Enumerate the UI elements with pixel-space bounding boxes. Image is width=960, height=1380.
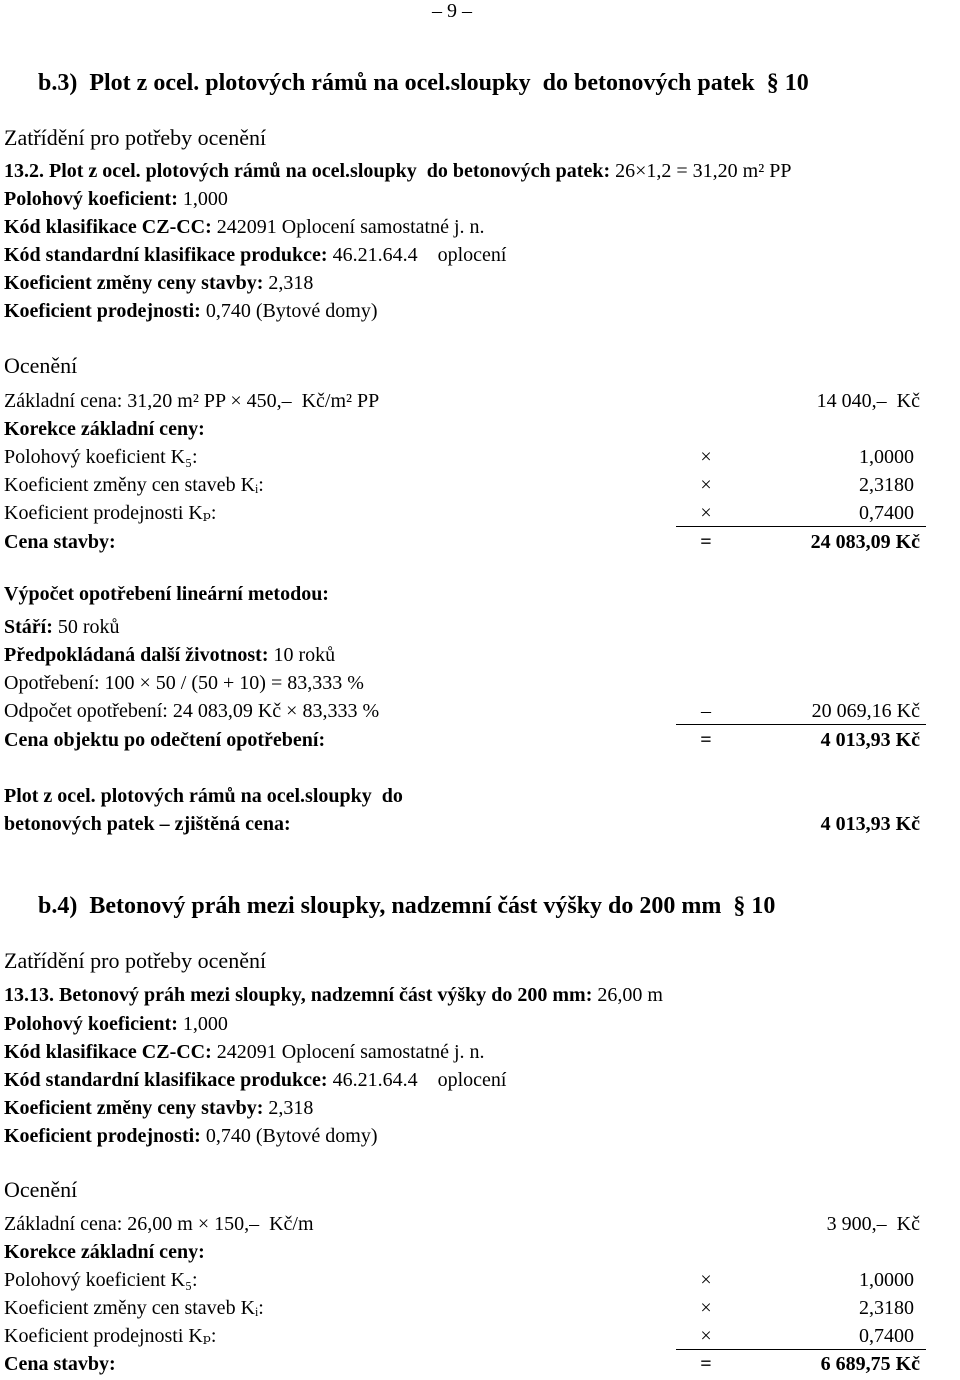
deduction-label: Odpočet opotřebení: 24 083,09 Kč × 83,333 %	[4, 700, 380, 722]
section-ref: § 10	[766, 70, 809, 96]
k5-value: 1,0000	[859, 446, 914, 468]
deduction-value: 20 069,16 Kč	[811, 700, 920, 722]
kso-line	[4, 244, 506, 266]
final-price-label-2: betonových patek – zjištěná cena:	[4, 813, 291, 835]
kso-line	[4, 1069, 506, 1091]
classification-title: Zatřídění pro potřeby ocenění	[4, 125, 267, 150]
position-coef-line	[4, 188, 228, 210]
wear-line: Opotřebení: 100 × 50 / (50 + 10) = 83,333 %	[4, 672, 364, 694]
classification-code: 13.13. Betonový práh mezi sloupky, nadzemní část výšky do 200 mm:	[4, 984, 593, 1006]
sales-coef-value: 0,740 (Bytové domy)	[200, 1125, 378, 1147]
multiply-sign: ×	[700, 1297, 712, 1319]
life-label: Předpokládaná další životnost:	[4, 644, 269, 666]
section-heading-text: b.4) Betonový práh mezi sloupky, nadzemní část výšky do 200 mm	[38, 893, 734, 919]
total-value: 6 689,75 Kč	[820, 1353, 920, 1375]
sum-divider	[676, 724, 926, 725]
section-ref: § 10	[733, 893, 776, 919]
equals-sign: =	[700, 1353, 712, 1375]
equals-sign: =	[700, 531, 712, 553]
price-change-label: Koeficient změny ceny stavby:	[4, 272, 264, 294]
age-value: 50 roků	[52, 616, 120, 638]
net-price-value: 4 013,93 Kč	[820, 729, 920, 751]
position-coef-label: Polohový koeficient:	[4, 1013, 178, 1035]
sales-coef-line	[4, 300, 377, 322]
final-price-label-1: Plot z ocel. plotových rámů na ocel.sloupky do	[4, 785, 403, 807]
total-value: 24 083,09 Kč	[810, 531, 920, 553]
section-heading	[38, 893, 775, 919]
section-heading-text: b.3) Plot z ocel. plotových rámů na ocel.sloupky do betonových patek	[38, 70, 767, 96]
classification-title: Zatřídění pro potřeby ocenění	[4, 948, 267, 973]
age-label: Stáří:	[4, 616, 53, 638]
czcc-line	[4, 216, 485, 238]
multiply-sign: ×	[700, 1325, 712, 1347]
multiply-sign: ×	[700, 446, 712, 468]
sales-coef-value: 0,740 (Bytové domy)	[200, 300, 378, 322]
price-change-value: 2,318	[263, 272, 314, 294]
net-price-label: Cena objektu po odečtení opotřebení:	[4, 729, 326, 751]
czcc-label: Kód klasifikace CZ-CC:	[4, 216, 212, 238]
kso-value: 46.21.64.4 oplocení	[327, 244, 507, 266]
kp-label: Koeficient prodejnosti Kₚ:	[4, 502, 217, 524]
k5-label: Polohový koeficient K₅:	[4, 446, 198, 468]
multiply-sign: ×	[700, 502, 712, 524]
depreciation-title: Výpočet opotřebení lineární metodou:	[4, 583, 329, 605]
total-label: Cena stavby:	[4, 531, 116, 553]
correction-title: Korekce základní ceny:	[4, 1241, 205, 1263]
kso-value: 46.21.64.4 oplocení	[327, 1069, 507, 1091]
base-price-label: Základní cena: 26,00 m × 150,– Kč/m	[4, 1213, 314, 1235]
page-number: – 9 –	[432, 0, 472, 22]
equals-sign: =	[700, 729, 712, 751]
classification-line	[4, 984, 663, 1006]
k5-value: 1,0000	[859, 1269, 914, 1291]
ki-label: Koeficient změny cen staveb Kᵢ:	[4, 1297, 264, 1319]
life-line	[4, 644, 335, 666]
classification-quantity: 26,00 m	[592, 984, 663, 1006]
age-line	[4, 616, 120, 638]
kp-value: 0,7400	[859, 502, 914, 524]
correction-title: Korekce základní ceny:	[4, 418, 205, 440]
kso-label: Kód standardní klasifikace produkce:	[4, 1069, 328, 1091]
base-price-label: Základní cena: 31,20 m² PP × 450,– Kč/m² PP	[4, 390, 380, 412]
czcc-line	[4, 1041, 485, 1063]
classification-quantity: 26×1,2 = 31,20 m² PP	[610, 160, 792, 182]
minus-sign: –	[701, 700, 711, 722]
kp-label: Koeficient prodejnosti Kₚ:	[4, 1325, 217, 1347]
base-price-value: 14 040,– Kč	[816, 390, 920, 412]
base-price-value: 3 900,– Kč	[826, 1213, 920, 1235]
kp-value: 0,7400	[859, 1325, 914, 1347]
total-label: Cena stavby:	[4, 1353, 116, 1375]
sum-divider	[676, 526, 926, 527]
position-coef-value: 1,000	[177, 1013, 228, 1035]
final-price-value: 4 013,93 Kč	[820, 813, 920, 835]
position-coef-value: 1,000	[177, 188, 228, 210]
price-change-label: Koeficient změny ceny stavby:	[4, 1097, 264, 1119]
classification-line	[4, 160, 791, 182]
sum-divider	[676, 1349, 926, 1350]
section-heading	[38, 70, 809, 96]
valuation-title: Ocenění	[4, 353, 78, 378]
price-change-value: 2,318	[263, 1097, 314, 1119]
kso-label: Kód standardní klasifikace produkce:	[4, 244, 328, 266]
czcc-label: Kód klasifikace CZ-CC:	[4, 1041, 212, 1063]
sales-coef-line	[4, 1125, 377, 1147]
ki-label: Koeficient změny cen staveb Kᵢ:	[4, 474, 264, 496]
multiply-sign: ×	[700, 474, 712, 496]
life-value: 10 roků	[268, 644, 336, 666]
czcc-value: 242091 Oplocení samostatné j. n.	[211, 1041, 485, 1063]
sales-coef-label: Koeficient prodejnosti:	[4, 300, 201, 322]
price-change-line	[4, 1097, 313, 1119]
position-coef-label: Polohový koeficient:	[4, 188, 178, 210]
valuation-title: Ocenění	[4, 1177, 78, 1202]
k5-label: Polohový koeficient K₅:	[4, 1269, 198, 1291]
sales-coef-label: Koeficient prodejnosti:	[4, 1125, 201, 1147]
ki-value: 2,3180	[859, 474, 914, 496]
price-change-line	[4, 272, 313, 294]
ki-value: 2,3180	[859, 1297, 914, 1319]
classification-code: 13.2. Plot z ocel. plotových rámů na ocel.sloupky do betonových patek:	[4, 160, 611, 182]
czcc-value: 242091 Oplocení samostatné j. n.	[211, 216, 485, 238]
position-coef-line	[4, 1013, 228, 1035]
multiply-sign: ×	[700, 1269, 712, 1291]
